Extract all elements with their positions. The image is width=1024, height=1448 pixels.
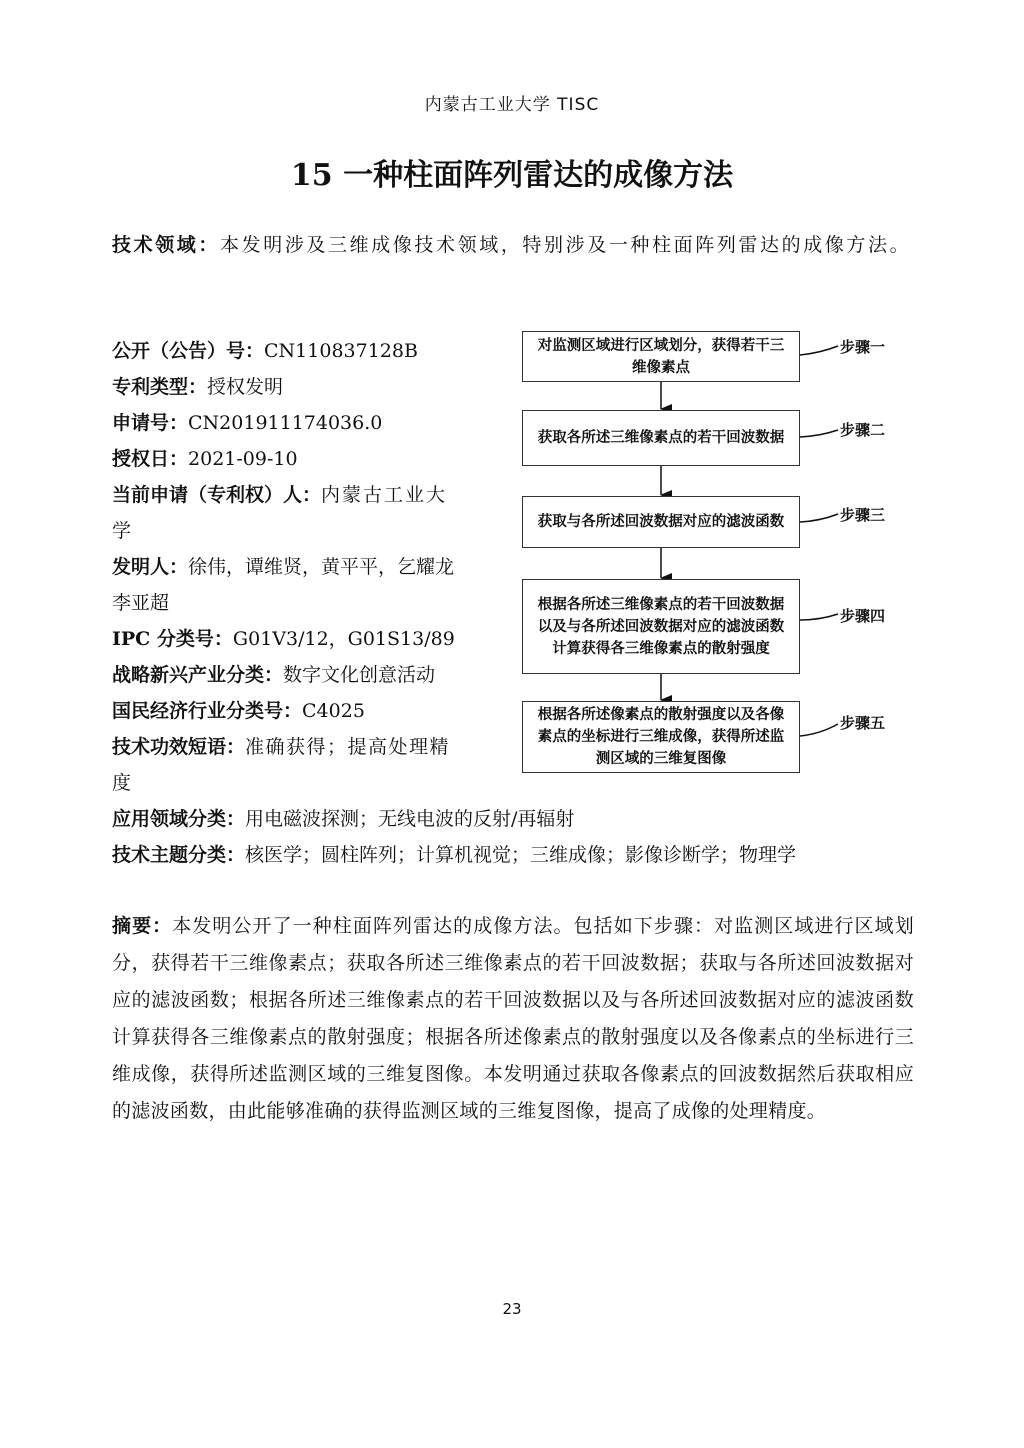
document-title: 15 一种柱面阵列雷达的成像方法 <box>290 158 734 193</box>
field-effect-cont: 度 <box>112 772 132 794</box>
field-value: 授权发明 <box>207 376 284 398</box>
field-value: 2021-09-10 <box>188 448 298 470</box>
field-value: CN201911174036.0 <box>188 412 383 434</box>
field-strategic <box>112 657 435 694</box>
abstract-label: 摘要： <box>112 915 173 937</box>
field-inventors <box>112 549 454 586</box>
field-ipc <box>112 621 455 658</box>
flow-step-2-label: 步骤二 <box>840 421 886 439</box>
flow-step-3-label: 步骤三 <box>840 506 886 524</box>
field-effect <box>112 729 450 766</box>
field-label: 当前申请（专利权）人： <box>112 484 322 506</box>
field-label: 公开（公告）号： <box>112 340 265 362</box>
field-label: 专利类型： <box>112 376 208 398</box>
flow-step-3-box: 获取与各所述回波数据对应的滤波函数 <box>522 496 800 548</box>
flow-step-4-label: 步骤四 <box>840 607 886 625</box>
tech-field-text: 本发明涉及三维成像技术领域，特别涉及一种柱面阵列雷达的成像方法。 <box>220 234 912 256</box>
flow-step-5-box: 根据各所述像素点的散射强度以及各像素点的坐标进行三维成像，获得所述监测区域的三维复图像 <box>522 701 800 773</box>
flow-step-4-box: 根据各所述三维像素点的若干回波数据以及与各所述回波数据对应的滤波函数计算获得各三维像素点的散射强度 <box>522 579 800 674</box>
field-value: CN110837128B <box>264 340 418 362</box>
leader-1 <box>800 346 838 355</box>
field-value: 准确获得；提高处理精 <box>245 736 451 758</box>
page-number: 23 <box>502 1300 522 1318</box>
field-label: 发明人： <box>112 556 189 578</box>
leader-5 <box>800 724 838 736</box>
page-header: 内蒙古工业大学 TISC <box>424 95 600 115</box>
field-applicant <box>112 477 447 514</box>
field-value: 徐伟，谭维贤，黄平平，乞耀龙 <box>188 556 455 578</box>
flow-step-2-box: 获取各所述三维像素点的若干回波数据 <box>522 410 800 466</box>
leader-3 <box>800 514 838 522</box>
field-value: 内蒙古工业大 <box>321 484 448 506</box>
field-label: 应用领域分类： <box>112 808 246 830</box>
field-label: 国民经济行业分类号： <box>112 700 303 722</box>
field-patent-type <box>112 369 283 406</box>
field-label: 技术功效短语： <box>112 736 246 758</box>
field-app-no <box>112 405 382 442</box>
field-label: 战略新兴产业分类： <box>112 664 284 686</box>
abstract-text: 本发明公开了一种柱面阵列雷达的成像方法。包括如下步骤：对监测区域进行区域划分，获得若干三维像素点；获取各所述三维像素点的若干回波数据；获取与各所述回波数据对应的滤波函数；根据各所述三维像素点的若干回波数据以及与各所述回波数据对应的滤波函数计算获得各三维像素点的散射强度；根据各所述像素点的散射强度以及各像素点的坐标进行三维成像，获得所述监测区域的三维复图像。本发明通过获取各像素点的回波数据然后获取相应的滤波函数，由此能够准确的获得监测区域的三维复图像，提高了成像的处理精度。 <box>112 915 914 1122</box>
abstract <box>112 908 914 1130</box>
field-value: 核医学；圆柱阵列；计算机视觉；三维成像；影像诊断学；物理学 <box>245 844 797 866</box>
field-grant-date <box>112 441 298 478</box>
field-applicant-cont: 学 <box>112 520 132 542</box>
flow-step-5-label: 步骤五 <box>840 714 886 732</box>
field-value: 用电磁波探测；无线电波的反射/再辐射 <box>245 808 575 830</box>
field-label: IPC 分类号： <box>112 628 233 650</box>
field-label: 申请号： <box>112 412 189 434</box>
field-label: 授权日： <box>112 448 189 470</box>
field-topic <box>112 837 796 874</box>
field-label: 技术主题分类： <box>112 844 246 866</box>
flow-step-1-label: 步骤一 <box>840 338 886 356</box>
tech-field <box>112 225 914 265</box>
field-application <box>112 801 574 838</box>
flow-step-1-box: 对监测区域进行区域划分，获得若干三维像素点 <box>522 331 800 382</box>
field-inventors-cont: 李亚超 <box>112 592 170 614</box>
field-value: C4025 <box>302 700 365 722</box>
field-national <box>112 693 365 730</box>
leader-2 <box>800 430 838 437</box>
flowchart <box>500 318 920 788</box>
tech-field-label: 技术领域： <box>112 234 221 256</box>
field-pub-no <box>112 333 418 370</box>
field-value: G01V3/12，G01S13/89 <box>232 628 455 650</box>
leader-4 <box>800 614 838 620</box>
field-value: 数字文化创意活动 <box>283 664 436 686</box>
